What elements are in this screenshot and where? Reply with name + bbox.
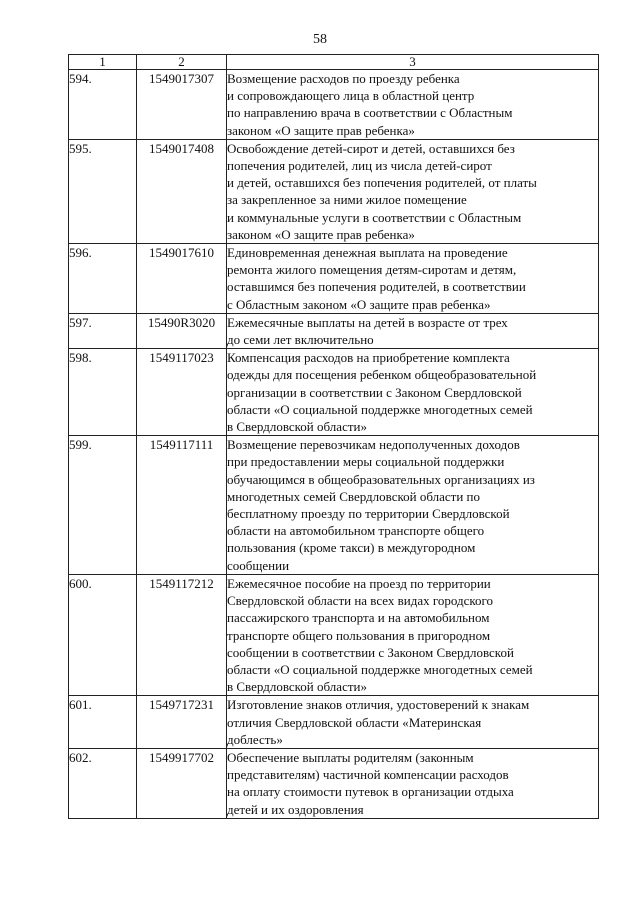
- description-line: Ежемесячное пособие на проезд по территории: [227, 575, 491, 591]
- row-number: 602.: [69, 748, 137, 818]
- row-number: 600.: [69, 574, 137, 695]
- description-line: Возмещение перевозчикам недополученных доходов: [227, 437, 520, 453]
- row-number: 594.: [69, 70, 137, 140]
- row-number: 598.: [69, 349, 137, 436]
- description-line: обучающимся в общеобразовательных организациях из: [227, 471, 535, 487]
- description-line: при предоставлении меры социальной поддержки: [227, 454, 505, 470]
- description-line: ремонта жилого помещения детям-сиротам и детям,: [227, 262, 517, 278]
- description-line: пользования (кроме такси) в междугородном: [227, 540, 476, 556]
- description-line: попечения родителей, лиц из числа детей-сирот: [227, 158, 492, 174]
- description-line: бесплатному проезду по территории Свердловской: [227, 506, 510, 522]
- header-col-2: 2: [137, 55, 227, 70]
- description-line: сообщении: [227, 557, 290, 573]
- row-description: [227, 574, 599, 695]
- description-line: доблесть»: [227, 731, 283, 747]
- description-line: детей и их оздоровления: [227, 801, 364, 817]
- table-row: [69, 436, 599, 575]
- description-line: оставшимся без попечения родителей, в соответствии: [227, 279, 526, 295]
- table-header-row: [69, 55, 599, 70]
- row-number: 596.: [69, 244, 137, 314]
- description-line: до семи лет включительно: [227, 332, 374, 348]
- row-description: [227, 696, 599, 749]
- row-code: 1549017408: [137, 139, 227, 243]
- row-code: 1549717231: [137, 696, 227, 749]
- description-line: организации в соответствии с Законом Свердловской: [227, 384, 522, 400]
- description-line: по направлению врача в соответствии с Областным: [227, 105, 513, 121]
- header-col-1: 1: [69, 55, 137, 70]
- description-line: сообщении в соответствии с Законом Свердловской: [227, 644, 514, 660]
- description-line: в Свердловской области»: [227, 419, 367, 435]
- row-code: 15490R3020: [137, 313, 227, 348]
- row-code: 1549017610: [137, 244, 227, 314]
- description-line: многодетных семей Свердловской области по: [227, 488, 481, 504]
- table-row: [69, 574, 599, 695]
- row-code: 1549117023: [137, 349, 227, 436]
- description-line: и детей, оставшихся без попечения родителей, от платы: [227, 175, 537, 191]
- row-description: [227, 313, 599, 348]
- description-line: с Областным законом «О защите прав ребенка»: [227, 296, 491, 312]
- description-line: на оплату стоимости путевок в организации отдыха: [227, 784, 514, 800]
- description-line: Компенсация расходов на приобретение комплекта: [227, 350, 510, 366]
- description-line: представителям) частичной компенсации расходов: [227, 767, 509, 783]
- description-line: пассажирского транспорта и на автомобильном: [227, 610, 490, 626]
- table-row: [69, 748, 599, 818]
- description-line: области на автомобильном транспорте общего: [227, 523, 485, 539]
- table-row: [69, 244, 599, 314]
- row-number: 601.: [69, 696, 137, 749]
- row-number: 597.: [69, 313, 137, 348]
- table-row: [69, 70, 599, 140]
- description-line: Единовременная денежная выплата на проведение: [227, 245, 508, 261]
- description-line: одежды для посещения ребенком общеобразовательной: [227, 367, 537, 383]
- description-line: и коммунальные услуги в соответствии с Областным: [227, 209, 522, 225]
- description-line: отличия Свердловской области «Материнская: [227, 714, 482, 730]
- description-line: в Свердловской области»: [227, 679, 367, 695]
- row-code: 1549117111: [137, 436, 227, 575]
- description-line: Возмещение расходов по проезду ребенка: [227, 71, 460, 86]
- table-row: [69, 139, 599, 243]
- description-line: и сопровождающего лица в областной центр: [227, 88, 475, 104]
- row-code: 1549017307: [137, 70, 227, 140]
- description-line: Изготовление знаков отличия, удостоверений к знакам: [227, 697, 530, 713]
- description-line: Ежемесячные выплаты на детей в возрасте от трех: [227, 314, 508, 330]
- row-description: [227, 70, 599, 140]
- description-line: области «О социальной поддержке многодетных семей: [227, 661, 533, 677]
- row-code: 1549117212: [137, 574, 227, 695]
- description-line: области «О социальной поддержке многодетных семей: [227, 401, 533, 417]
- description-line: Обеспечение выплаты родителям (законным: [227, 749, 474, 765]
- row-description: [227, 244, 599, 314]
- table-row: [69, 696, 599, 749]
- description-line: законом «О защите прав ребенка»: [227, 122, 415, 138]
- row-code: 1549917702: [137, 748, 227, 818]
- description-line: транспорте общего пользования в пригородном: [227, 627, 491, 643]
- budget-classification-table: [68, 54, 599, 819]
- description-line: законом «О защите прав ребенка»: [227, 226, 415, 242]
- row-number: 599.: [69, 436, 137, 575]
- table-row: [69, 313, 599, 348]
- table-body: [69, 70, 599, 819]
- description-line: Освобождение детей-сирот и детей, оставшихся без: [227, 140, 515, 156]
- row-number: 595.: [69, 139, 137, 243]
- row-description: [227, 436, 599, 575]
- header-col-3: 3: [227, 55, 599, 70]
- table-row: [69, 349, 599, 436]
- page-number: 58: [313, 32, 327, 47]
- row-description: [227, 139, 599, 243]
- row-description: [227, 748, 599, 818]
- description-line: Свердловской области на всех видах городского: [227, 593, 494, 609]
- description-line: за закрепленное за ними жилое помещение: [227, 192, 467, 208]
- row-description: [227, 349, 599, 436]
